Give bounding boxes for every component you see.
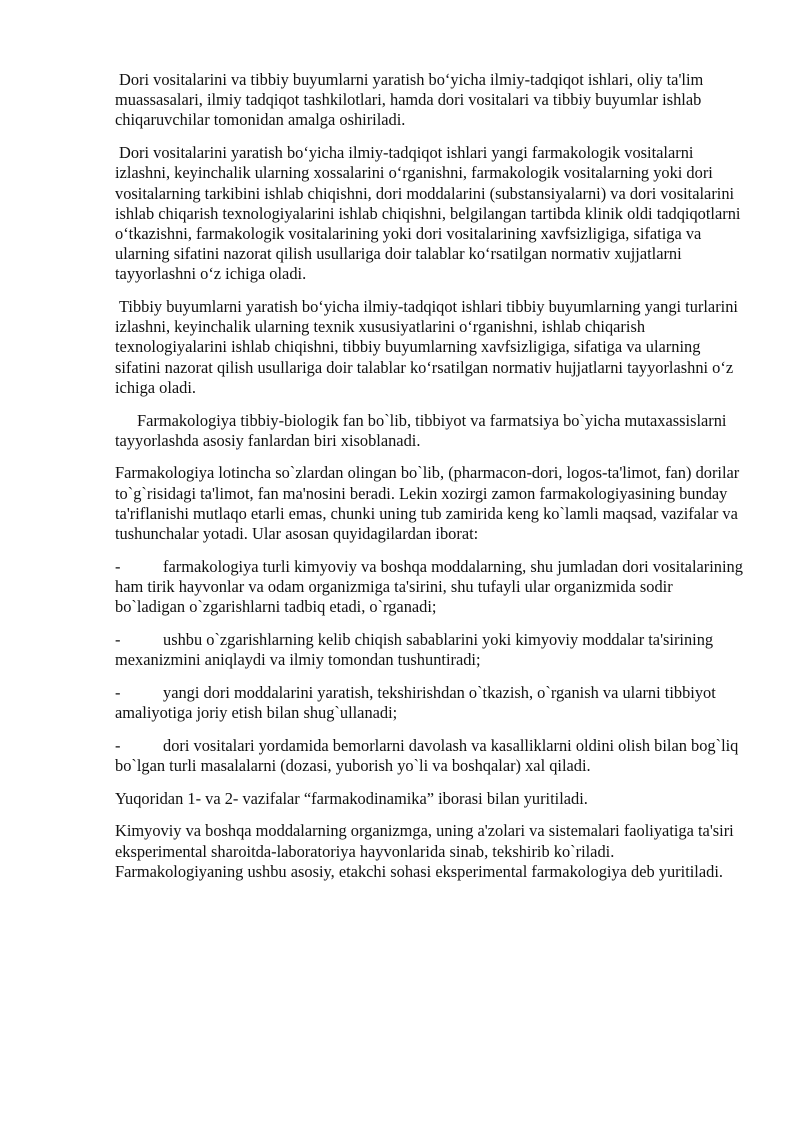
document-page	[115, 70, 745, 894]
list-marker: -	[115, 629, 121, 649]
list-item	[115, 557, 745, 618]
list-item	[115, 736, 745, 776]
list-item-text: yangi dori moddalarini yaratish, tekshirishdan o`tkazish, o`rganish va ularni tibbiyot amaliyotiga joriy etish bilan shug`ullanadi;	[115, 682, 716, 722]
list-item-text: dori vositalari yordamida bemorlarni davolash va kasalliklarni oldini olish bilan bog`liq bo`lgan turli masalalarni (dozasi, yuborish yo`li va boshqalar) xal qiladi.	[115, 735, 739, 775]
list-marker: -	[115, 735, 121, 755]
paragraph-research-overview: Dori vositalarini va tibbiy buyumlarni yaratish boʻyicha ilmiy-tadqiqot ishlari, oliy ta'lim muassasalari, ilmiy tadqiqot tashkilotlari, hamda dori vositalari va tibbiy buyumlar ishlab chiqaruvchilar tomonidan amalga oshiriladi.	[115, 70, 704, 130]
list-item-text: farmakologiya turli kimyoviy va boshqa moddalarning, shu jumladan dori vositalarining ham tirik hayvonlar va odam organizmiga ta'sirini, shu tufayli ular organizmida sodir bo`ladigan o`zgarishlarni tadbiq etadi, o`rganadi;	[115, 556, 743, 617]
list-item-text: ushbu o`zgarishlarning kelib chiqish sabablarini yoki kimyoviy moddalar ta'sirining mexanizmini aniqlaydi va ilmiy tomondan tushuntiradi;	[115, 629, 714, 670]
list-item	[115, 630, 745, 670]
paragraph-drug-research: Dori vositalarini yaratish boʻyicha ilmiy-tadqiqot ishlari yangi farmakologik vositalarni izlashni, keyinchalik ularning xossalarini oʻrganishni, farmakologik vositalarning yoki dori vositalarning tarkibini ishlab chiqishni, dori moddalarini (substansiyalarni) va dori vositalarini ishlab chiqarish texnologiyalarini ishlab chiqishni, belgilangan tartibda klinik oldi tadqiqotlarni oʻtkazishni, farmakologik vositalarining yoki dori vositalarining xavfsizligiga, sifatiga va ularning sifatini nazorat qilish usullariga doir talablar koʻrsatilgan normativ xujjatlarni tayyorlashni oʻz ichiga oladi.	[115, 143, 741, 284]
paragraph-pharmacodynamics: Yuqoridan 1- va 2- vazifalar “farmakodinamika” iborasi bilan yuritiladi.	[115, 788, 588, 808]
paragraph-experimental-pharmacology: Kimyoviy va boshqa moddalarning organizmga, uning a'zolari va sistemalari faoliyatiga ta'siri eksperimental sharoitda-laboratoriya hayvonlarida sinab, tekshirib ko`riladi. Farmakologiyaning ushbu asosiy, etakchi sohasi eksperimental farmakologiya deb yuritiladi.	[115, 821, 734, 881]
list-marker: -	[115, 556, 121, 576]
list-marker: -	[115, 682, 121, 702]
paragraph-pharmacology-etymology: Farmakologiya lotincha so`zlardan olingan bo`lib, (pharmacon-dori, logos-ta'limot, fan) dorilar to`g`risidagi ta'limot, fan ma'nosini beradi. Lekin xozirgi zamon farmakologiyasining bunday ta'riflanishi mutlaqo etarli emas, chunki uning tub zamirida keng ko`lamli maqsad, vazifalar va tushunchalar yotadi. Ular asosan quyidagilardan iborat:	[115, 463, 740, 544]
paragraph-pharmacology-definition: Farmakologiya tibbiy-biologik fan bo`lib, tibbiyot va farmatsiya bo`yicha mutaxassislarni tayyorlashda asosiy fanlardan biri xisoblanadi.	[115, 410, 727, 450]
paragraph-medical-device-research: Tibbiy buyumlarni yaratish boʻyicha ilmiy-tadqiqot ishlari tibbiy buyumlarning yangi turlarini izlashni, keyinchalik ularning texnik xususiyatlarini oʻrganishni, ishlab chiqarish texnologiyalarini ishlab chiqishni, tibbiy buyumlarning xavfsizligiga, sifatiga va ularning sifatini nazorat qilish usullariga doir talablar koʻrsatilgan normativ hujjatlarni tayyorlashni oʻz ichiga oladi.	[115, 297, 738, 397]
list-item	[115, 683, 745, 723]
